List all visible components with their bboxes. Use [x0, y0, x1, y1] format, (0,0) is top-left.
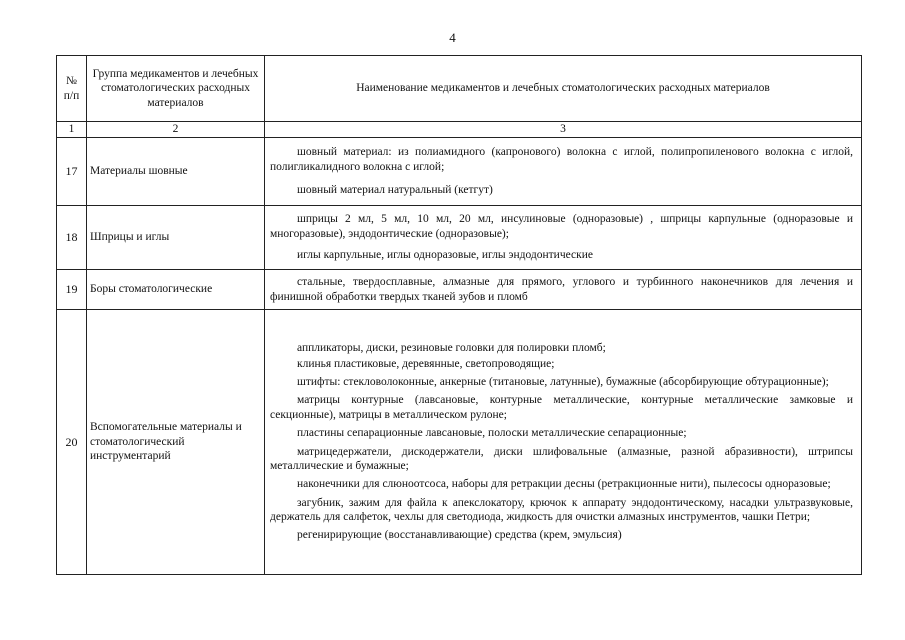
list-item: иглы карпульные, иглы одноразовые, иглы эндодонтические	[297, 249, 593, 262]
column-index-cell: 2	[87, 122, 265, 138]
list-item: шовный материал натуральный (кетгут)	[297, 184, 493, 197]
list-item: клинья пластиковые, деревянные, светопроводящие;	[297, 357, 555, 370]
row-items	[265, 270, 862, 310]
row-items	[265, 206, 862, 270]
list-item: матрицедержатели, дискодержатели, диски шлифовальные (алмазные, разной абразивности), штрипсы металлические и бумажные;	[270, 445, 853, 472]
list-item: регенирирующие (восстанавливающие) средства (крем, эмульсия)	[297, 529, 622, 542]
page-number: 4	[449, 30, 456, 45]
table-row	[57, 270, 862, 310]
list-item: матрицы контурные (лавсановые, контурные металлические, контурные металлические замковые и секционные), матрицы в металлическом рулоне;	[270, 394, 853, 421]
row-items	[265, 138, 862, 206]
list-item: шприцы 2 мл, 5 мл, 10 мл, 20 мл, инсулиновые (одноразовые) , шприцы карпульные (одноразовые и многоразовые), эндодонтические (одноразовые);	[270, 213, 853, 240]
column-index-cell: 3	[265, 122, 862, 138]
list-item: шовный материал: из полиамидного (капронового) волокна с иглой, полипропиленового волокна с иглой, полигликалидного волокна с иглой;	[270, 146, 853, 173]
materials-table	[56, 55, 862, 575]
table-row	[57, 206, 862, 270]
row-number: 17	[57, 138, 87, 206]
list-item: аппликаторы, диски, резиновые головки для полировки пломб;	[297, 342, 606, 355]
row-group: Вспомогательные материалы и стоматологический инструментарий	[87, 310, 265, 575]
column-index-cell: 1	[57, 122, 87, 138]
row-number: 19	[57, 270, 87, 310]
column-index-row	[57, 122, 862, 138]
row-number: 18	[57, 206, 87, 270]
list-item: наконечники для слюноотсоса, наборы для ретракции десны (ретракционные нити), пылесосы одноразовые;	[297, 478, 831, 491]
list-item: загубник, зажим для файла к апекслокатору, крючок к аппарату эндодонтическому, насадки ультразвуковые, держатель для салфеток, чехлы для светодиода, жидкость для очистки алмазных инструментов, чашки Петри;	[270, 496, 853, 523]
list-item: стальные, твердосплавные, алмазные для прямого, углового и турбинного наконечников для лечения и финишной обработки твердых тканей зубов и пломб	[270, 276, 853, 303]
table-row	[57, 138, 862, 206]
header-name: Наименование медикаментов и лечебных стоматологических расходных материалов	[265, 56, 862, 122]
list-item: штифты: стекловолоконные, анкерные (титановые, латунные), бумажные (абсорбирующие обтурационные);	[297, 376, 829, 388]
row-group: Шприцы и иглы	[87, 206, 265, 270]
row-group: Материалы шовные	[87, 138, 265, 206]
header-number: № п/п	[57, 56, 87, 122]
list-item: пластины сепарационные лавсановые, полоски металлические сепарационные;	[297, 427, 687, 440]
table-header-row	[57, 56, 862, 122]
row-group: Боры стоматологические	[87, 270, 265, 310]
header-group: Группа медикаментов и лечебных стоматологических расходных материалов	[87, 56, 265, 122]
row-items	[265, 310, 862, 575]
row-number: 20	[57, 310, 87, 575]
table-row	[57, 310, 862, 575]
